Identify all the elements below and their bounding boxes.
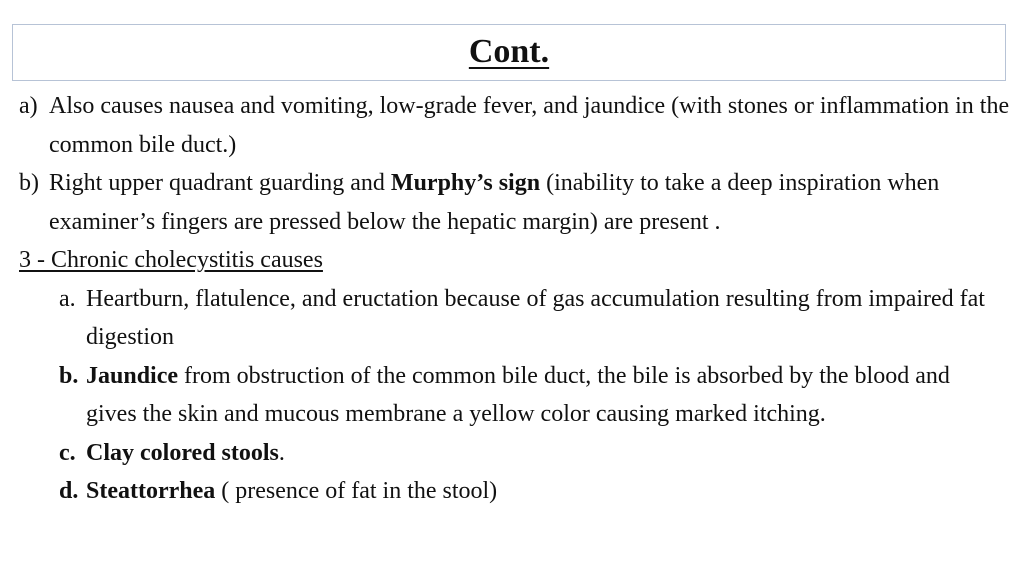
sublist-text-d	[86, 472, 1024, 511]
sublist-text-b	[86, 357, 1024, 434]
title-box	[12, 24, 1006, 81]
list-text-b	[49, 164, 1024, 241]
list-text-a: Also causes nausea and vomiting, low-grade fever, and jaundice (with stones or inflammation in the common bile duct.)	[49, 93, 1010, 158]
clay-stools-term: Clay colored stools	[86, 439, 279, 466]
sublist-item-a	[0, 280, 1024, 357]
steattorrhea-term: Steattorrhea	[86, 478, 216, 504]
sublist-marker-a: a.	[59, 285, 76, 312]
sublist-marker-b: b.	[59, 362, 79, 389]
list-item-a	[0, 87, 1024, 164]
sublist-marker-c: c.	[59, 439, 76, 466]
list-marker-a: a)	[19, 93, 38, 119]
sublist-item-d	[0, 472, 1024, 511]
slide-content	[0, 87, 1024, 511]
sublist-marker-d: d.	[59, 478, 79, 504]
jaundice-term: Jaundice	[86, 362, 179, 389]
sublist-text-c-rest: .	[278, 439, 285, 466]
section-heading-chronic: 3 - Chronic cholecystitis causes	[19, 247, 323, 273]
list-marker-b: b)	[19, 170, 39, 196]
slide-title: Cont.	[468, 32, 550, 70]
list-text-b-part2: (inability to take a deep inspiration when examiner’s fingers are pressed below the hepatic margin) are present .	[49, 170, 940, 235]
murphys-sign-term: Murphy’s sign	[390, 170, 541, 196]
sublist-text-a: Heartburn, flatulence, and eructation because of gas accumulation resulting from impaired fat digestion	[86, 285, 985, 350]
sublist-item-c	[0, 434, 1024, 473]
sublist-text-c	[86, 434, 1024, 473]
sublist-text-d-rest: ( presence of fat in the stool)	[215, 478, 498, 504]
list-text-b-part1: Right upper quadrant guarding and	[49, 170, 391, 196]
sublist-text-b-rest: from obstruction of the common bile duct, the bile is absorbed by the blood and gives the skin and mucous membrane a yellow color causing marked itching.	[86, 362, 950, 427]
sublist-item-b	[0, 357, 1024, 434]
list-item-b	[0, 164, 1024, 241]
